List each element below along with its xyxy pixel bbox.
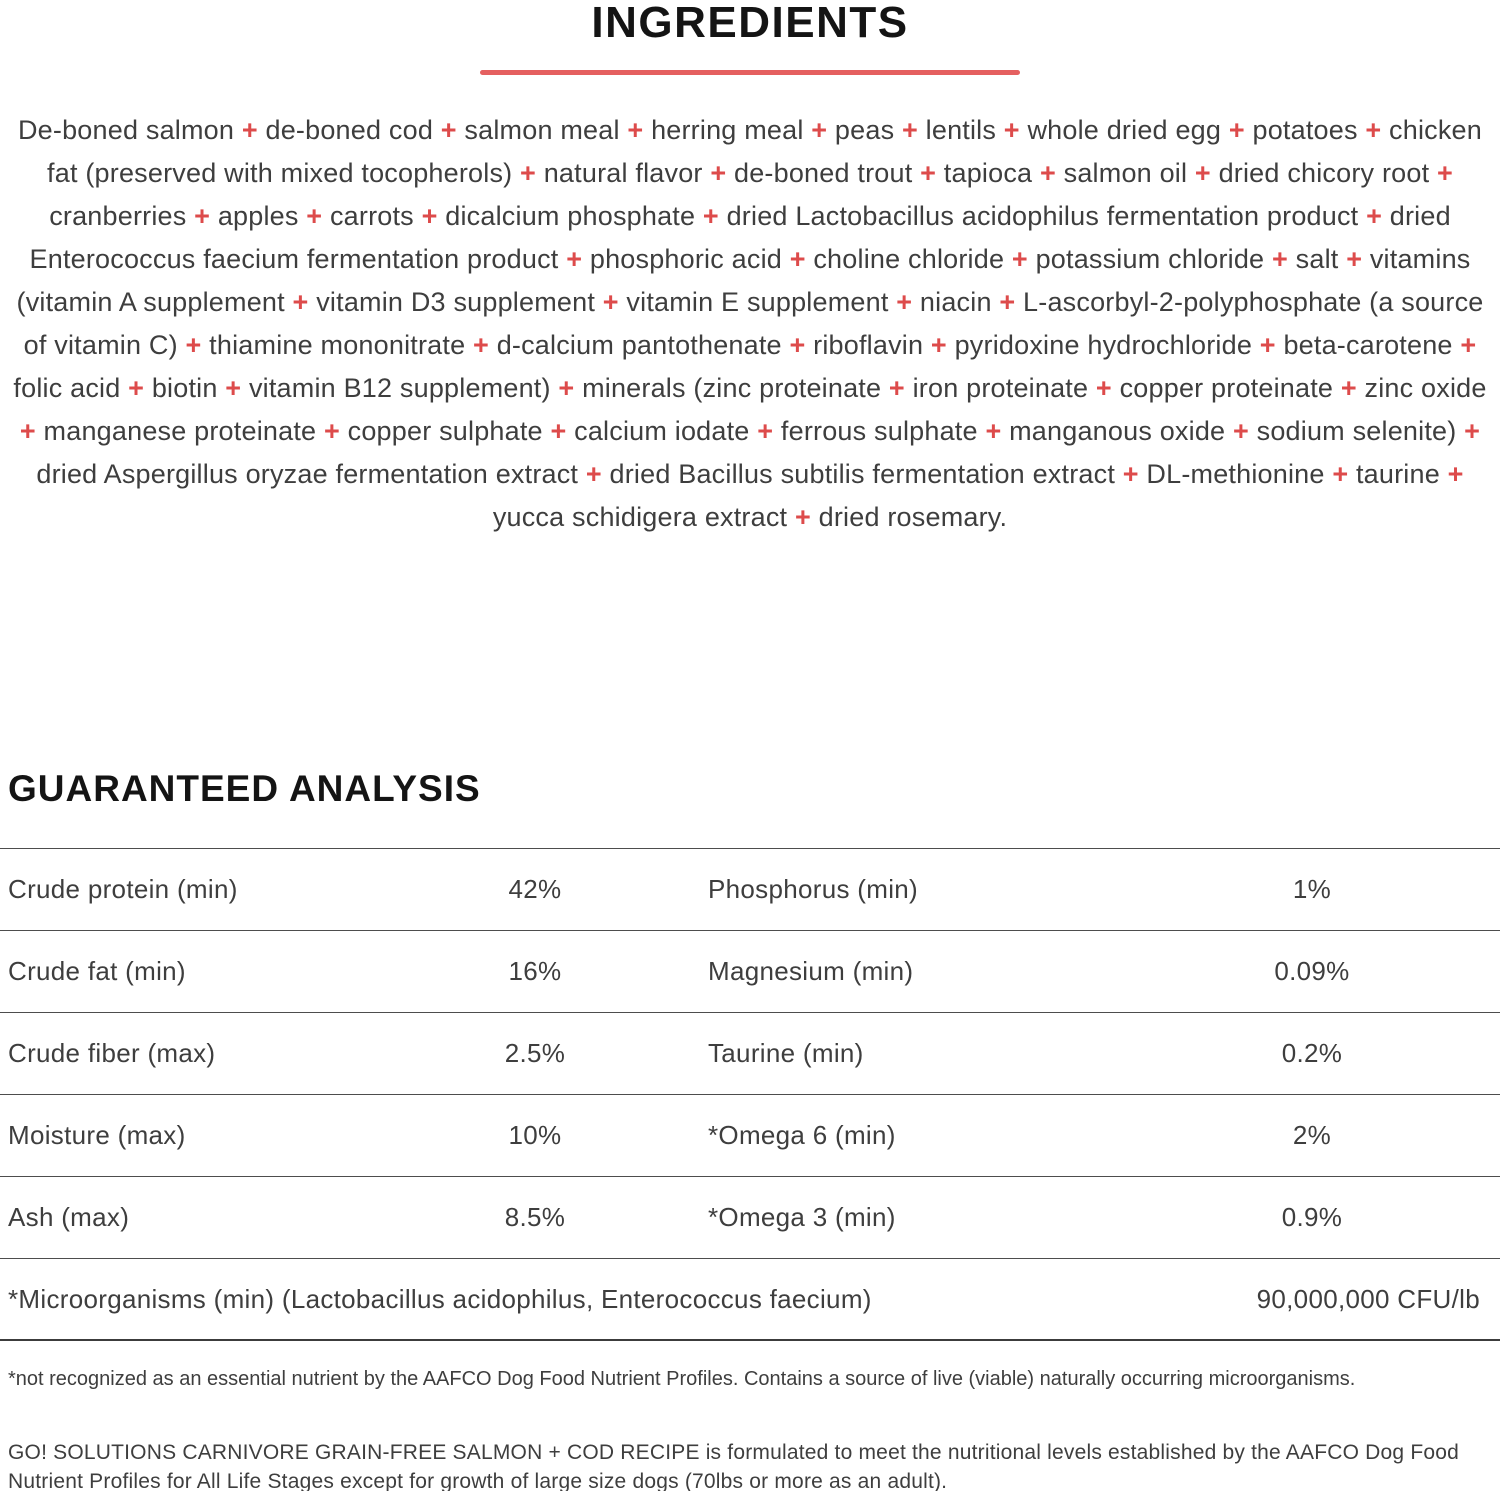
plus-separator: + bbox=[901, 115, 918, 145]
ingredient-item: iron proteinate bbox=[912, 373, 1089, 403]
plus-separator: + bbox=[421, 201, 438, 231]
plus-separator: + bbox=[811, 115, 828, 145]
plus-separator: + bbox=[292, 287, 309, 317]
ingredient-item: dicalcium phosphate bbox=[445, 201, 696, 231]
plus-separator: + bbox=[1365, 115, 1382, 145]
ingredient-item: zinc oxide bbox=[1364, 373, 1487, 403]
plus-separator: + bbox=[566, 244, 583, 274]
ingredient-item: thiamine mononitrate bbox=[209, 330, 466, 360]
plus-separator: + bbox=[225, 373, 242, 403]
analysis-label: Moisture (max) bbox=[8, 1120, 186, 1150]
plus-separator: + bbox=[789, 330, 806, 360]
plus-separator: + bbox=[520, 158, 537, 188]
ingredient-item: dried Aspergillus oryzae fermentation extract bbox=[36, 459, 579, 489]
analysis-label: Crude protein (min) bbox=[8, 874, 238, 904]
ingredient-item: dried Enterococcus faecium fermentation product bbox=[29, 201, 1451, 274]
ingredient-item: vitamin E supplement bbox=[626, 287, 889, 317]
ingredient-item: potassium chloride bbox=[1035, 244, 1265, 274]
plus-separator: + bbox=[185, 330, 202, 360]
plus-separator: + bbox=[702, 201, 719, 231]
plus-separator: + bbox=[789, 244, 806, 274]
plus-separator: + bbox=[440, 115, 457, 145]
ingredient-item: herring meal bbox=[651, 115, 804, 145]
ingredients-paragraph bbox=[0, 109, 1500, 539]
plus-separator: + bbox=[1460, 330, 1477, 360]
analysis-label: Taurine (min) bbox=[708, 1038, 864, 1068]
plus-separator: + bbox=[1464, 416, 1481, 446]
ingredient-item: biotin bbox=[151, 373, 218, 403]
ingredient-item: L-ascorbyl-2-polyphosphate (a source of vitamin C) bbox=[23, 287, 1484, 360]
ingredient-item: de-boned trout bbox=[733, 158, 913, 188]
plus-separator: + bbox=[241, 115, 258, 145]
analysis-row bbox=[0, 1177, 1500, 1259]
aafco-footnote: *not recognized as an essential nutrient by the AAFCO Dog Food Nutrient Profiles. Contains a source of live (viable) naturally occurring microorganisms. bbox=[8, 1368, 1356, 1390]
plus-separator: + bbox=[1436, 158, 1453, 188]
ingredient-item: dried Lactobacillus acidophilus fermentation product bbox=[726, 201, 1359, 231]
ingredient-item: dried Bacillus subtilis fermentation extract bbox=[609, 459, 1116, 489]
plus-separator: + bbox=[1346, 244, 1363, 274]
ingredient-item: dried rosemary. bbox=[818, 502, 1008, 532]
plus-separator: + bbox=[1232, 416, 1249, 446]
ingredient-item: vitamins (vitamin A supplement bbox=[16, 244, 1471, 317]
guaranteed-analysis-table bbox=[0, 848, 1500, 1341]
ingredient-item: carrots bbox=[329, 201, 414, 231]
plus-separator: + bbox=[985, 416, 1002, 446]
plus-separator: + bbox=[1259, 330, 1276, 360]
plus-separator: + bbox=[1003, 115, 1020, 145]
ingredient-item: lentils bbox=[925, 115, 997, 145]
analysis-label: Magnesium (min) bbox=[708, 956, 914, 986]
ingredient-item: copper sulphate bbox=[347, 416, 543, 446]
aafco-statement: GO! SOLUTIONS CARNIVORE GRAIN-FREE SALMON + COD RECIPE is formulated to meet the nutritional levels established by the AAFCO Dog Food Nutrient Profiles for All Life Stages except for growth of large size dogs (70lbs or more as an adult). bbox=[8, 1441, 1460, 1491]
analysis-label: Phosphorus (min) bbox=[708, 874, 918, 904]
plus-separator: + bbox=[757, 416, 774, 446]
analysis-row bbox=[0, 1013, 1500, 1095]
ingredients-title: INGREDIENTS bbox=[591, 0, 909, 47]
ingredient-item: vitamin B12 supplement) bbox=[248, 373, 551, 403]
ingredient-item: natural flavor bbox=[543, 158, 703, 188]
ingredient-item: whole dried egg bbox=[1027, 115, 1222, 145]
plus-separator: + bbox=[1122, 459, 1139, 489]
plus-separator: + bbox=[888, 373, 905, 403]
analysis-label-microorganisms: *Microorganisms (min) (Lactobacillus acidophilus, Enterococcus faecium) bbox=[8, 1283, 872, 1314]
ingredient-item: riboflavin bbox=[813, 330, 924, 360]
ingredient-item: salt bbox=[1295, 244, 1339, 274]
analysis-row bbox=[0, 931, 1500, 1013]
plus-separator: + bbox=[710, 158, 727, 188]
plus-separator: + bbox=[19, 416, 36, 446]
plus-separator: + bbox=[306, 201, 323, 231]
ingredient-item: manganese proteinate bbox=[43, 416, 317, 446]
ingredient-item: salmon oil bbox=[1063, 158, 1188, 188]
analysis-label: Crude fiber (max) bbox=[8, 1038, 216, 1068]
plus-separator: + bbox=[550, 416, 567, 446]
ingredient-item: ferrous sulphate bbox=[780, 416, 978, 446]
ingredient-item: manganous oxide bbox=[1009, 416, 1226, 446]
ingredient-item: choline chloride bbox=[813, 244, 1005, 274]
ingredient-item: de-boned cod bbox=[265, 115, 434, 145]
plus-separator: + bbox=[627, 115, 644, 145]
analysis-value: 16% bbox=[508, 956, 562, 986]
plus-separator: + bbox=[558, 373, 575, 403]
plus-separator: + bbox=[473, 330, 489, 360]
plus-separator: + bbox=[1011, 244, 1028, 274]
plus-separator: + bbox=[1228, 115, 1245, 145]
analysis-value: 0.09% bbox=[1274, 956, 1350, 986]
ingredient-item: copper proteinate bbox=[1119, 373, 1334, 403]
analysis-value: 2% bbox=[1292, 1120, 1332, 1150]
plus-separator: + bbox=[920, 158, 937, 188]
analysis-label: Crude fat (min) bbox=[8, 956, 186, 986]
plus-separator: + bbox=[1194, 158, 1211, 188]
analysis-value-microorganisms: 90,000,000 CFU/lb bbox=[1256, 1283, 1480, 1314]
plus-separator: + bbox=[323, 416, 340, 446]
analysis-row-microorganisms bbox=[0, 1259, 1500, 1341]
plus-separator: + bbox=[128, 373, 145, 403]
plus-separator: + bbox=[1366, 201, 1383, 231]
ingredient-item: sodium selenite) bbox=[1256, 416, 1457, 446]
ingredient-item: calcium iodate bbox=[574, 416, 750, 446]
analysis-value: 10% bbox=[508, 1120, 562, 1150]
plus-separator: + bbox=[1332, 459, 1349, 489]
analysis-label: *Omega 6 (min) bbox=[708, 1120, 896, 1150]
analysis-value: 0.2% bbox=[1281, 1038, 1343, 1068]
ingredient-item: tapioca bbox=[943, 158, 1033, 188]
analysis-value: 2.5% bbox=[504, 1038, 566, 1068]
ingredient-item: cranberries bbox=[49, 201, 187, 231]
ingredient-item: peas bbox=[834, 115, 895, 145]
ingredient-item: vitamin D3 supplement bbox=[316, 287, 596, 317]
ingredient-item: dried chicory root bbox=[1218, 158, 1430, 188]
ingredient-item: DL-methionine bbox=[1146, 459, 1325, 489]
analysis-row bbox=[0, 1095, 1500, 1177]
guaranteed-analysis-title: GUARANTEED ANALYSIS bbox=[8, 768, 481, 809]
plus-separator: + bbox=[602, 287, 619, 317]
ingredient-item: d-calcium pantothenate bbox=[496, 330, 782, 360]
ingredient-item: apples bbox=[217, 201, 299, 231]
analysis-value: 42% bbox=[508, 874, 562, 904]
analysis-value: 0.9% bbox=[1281, 1202, 1343, 1232]
ingredient-item: folic acid bbox=[13, 373, 121, 403]
analysis-label: Ash (max) bbox=[8, 1202, 130, 1232]
analysis-value: 1% bbox=[1292, 874, 1332, 904]
ingredient-item: phosphoric acid bbox=[589, 244, 782, 274]
ingredient-item: taurine bbox=[1355, 459, 1440, 489]
analysis-value: 8.5% bbox=[504, 1202, 566, 1232]
ingredient-item: salmon meal bbox=[464, 115, 620, 145]
plus-separator: + bbox=[1340, 373, 1357, 403]
ingredient-item: niacin bbox=[919, 287, 992, 317]
plus-separator: + bbox=[896, 287, 913, 317]
ingredient-item: beta-carotene bbox=[1283, 330, 1453, 360]
ingredient-item: De-boned salmon bbox=[17, 115, 235, 145]
plus-separator: + bbox=[1447, 459, 1464, 489]
plus-separator: + bbox=[585, 459, 602, 489]
analysis-row bbox=[0, 849, 1500, 931]
ingredient-item: potatoes bbox=[1252, 115, 1358, 145]
plus-separator: + bbox=[999, 287, 1016, 317]
plus-separator: + bbox=[1095, 373, 1112, 403]
ingredient-item: minerals (zinc proteinate bbox=[582, 373, 882, 403]
analysis-rows bbox=[0, 849, 1500, 1259]
plus-separator: + bbox=[1039, 158, 1056, 188]
title-underline-rule bbox=[480, 70, 1020, 75]
plus-separator: + bbox=[194, 201, 211, 231]
plus-separator: + bbox=[1271, 244, 1288, 274]
ingredient-item: chicken fat (preserved with mixed tocopherols) bbox=[47, 115, 1482, 188]
ingredient-item: pyridoxine hydrochloride bbox=[954, 330, 1253, 360]
plus-separator: + bbox=[794, 502, 811, 532]
analysis-label: *Omega 3 (min) bbox=[708, 1202, 896, 1232]
plus-separator: + bbox=[930, 330, 947, 360]
ingredient-item: yucca schidigera extract bbox=[492, 502, 788, 532]
